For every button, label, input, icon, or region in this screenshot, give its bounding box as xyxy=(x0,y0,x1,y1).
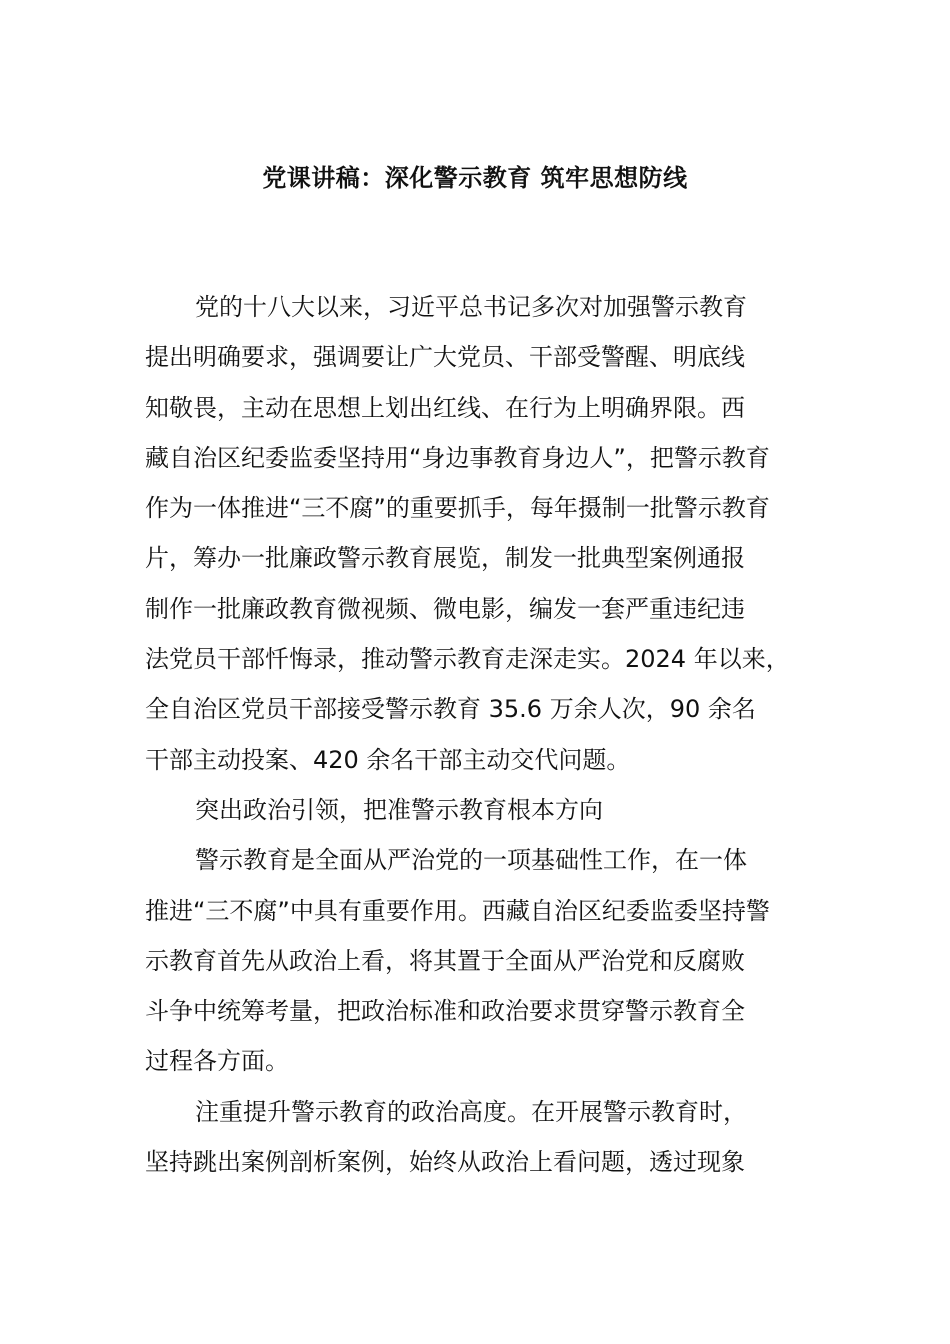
document-title: 党课讲稿：深化警示教育 筑牢思想防线 xyxy=(262,164,688,192)
text-line: 示教育首先从政治上看，将其置于全面从严治党和反腐败 xyxy=(145,946,745,975)
text-line: 藏自治区纪委监委坚持用“身边事教育身边人”，把警示教育 xyxy=(145,443,770,472)
section-heading xyxy=(145,785,835,835)
text-line: 片，筹办一批廉政警示教育展览，制发一批典型案例通报 xyxy=(145,544,745,573)
document-body xyxy=(145,282,835,1187)
paragraph-intro xyxy=(145,282,835,785)
text-line: 制作一批廉政教育微视频、微电影，编发一套严重违纪违 xyxy=(145,594,745,623)
text-line: 警示教育是全面从严治党的一项基础性工作，在一体 xyxy=(195,846,747,875)
text-line: 党的十八大以来，习近平总书记多次对加强警示教育 xyxy=(195,293,747,321)
text-line: 坚持跳出案例剖析案例，始终从政治上看问题，透过现象 xyxy=(145,1148,745,1177)
text-line: 过程各方面。 xyxy=(145,1047,289,1076)
paragraph-height xyxy=(145,1087,835,1188)
text-line: 突出政治引领，把准警示教育根本方向 xyxy=(195,795,603,824)
text-line: 斗争中统筹考量，把政治标准和政治要求贯穿警示教育全 xyxy=(145,997,745,1026)
paragraph-political xyxy=(145,835,835,1086)
text-line: 法党员干部忏悔录，推动警示教育走深走实。2024 年以来， xyxy=(145,645,790,674)
text-line: 作为一体推进“三不腐”的重要抓手，每年摄制一批警示教育 xyxy=(145,494,770,523)
text-line: 知敬畏，主动在思想上划出红线、在行为上明确界限。西 xyxy=(145,393,745,422)
text-line: 全自治区党员干部接受警示教育 35.6 万余人次，90 余名 xyxy=(145,695,756,724)
text-line: 注重提升警示教育的政治高度。在开展警示教育时， xyxy=(195,1097,747,1126)
text-line: 推进“三不腐”中具有重要作用。西藏自治区纪委监委坚持警 xyxy=(145,896,770,925)
text-line: 提出明确要求，强调要让广大党员、干部受警醒、明底线 xyxy=(145,343,745,372)
text-line: 干部主动投案、420 余名干部主动交代问题。 xyxy=(145,745,631,774)
